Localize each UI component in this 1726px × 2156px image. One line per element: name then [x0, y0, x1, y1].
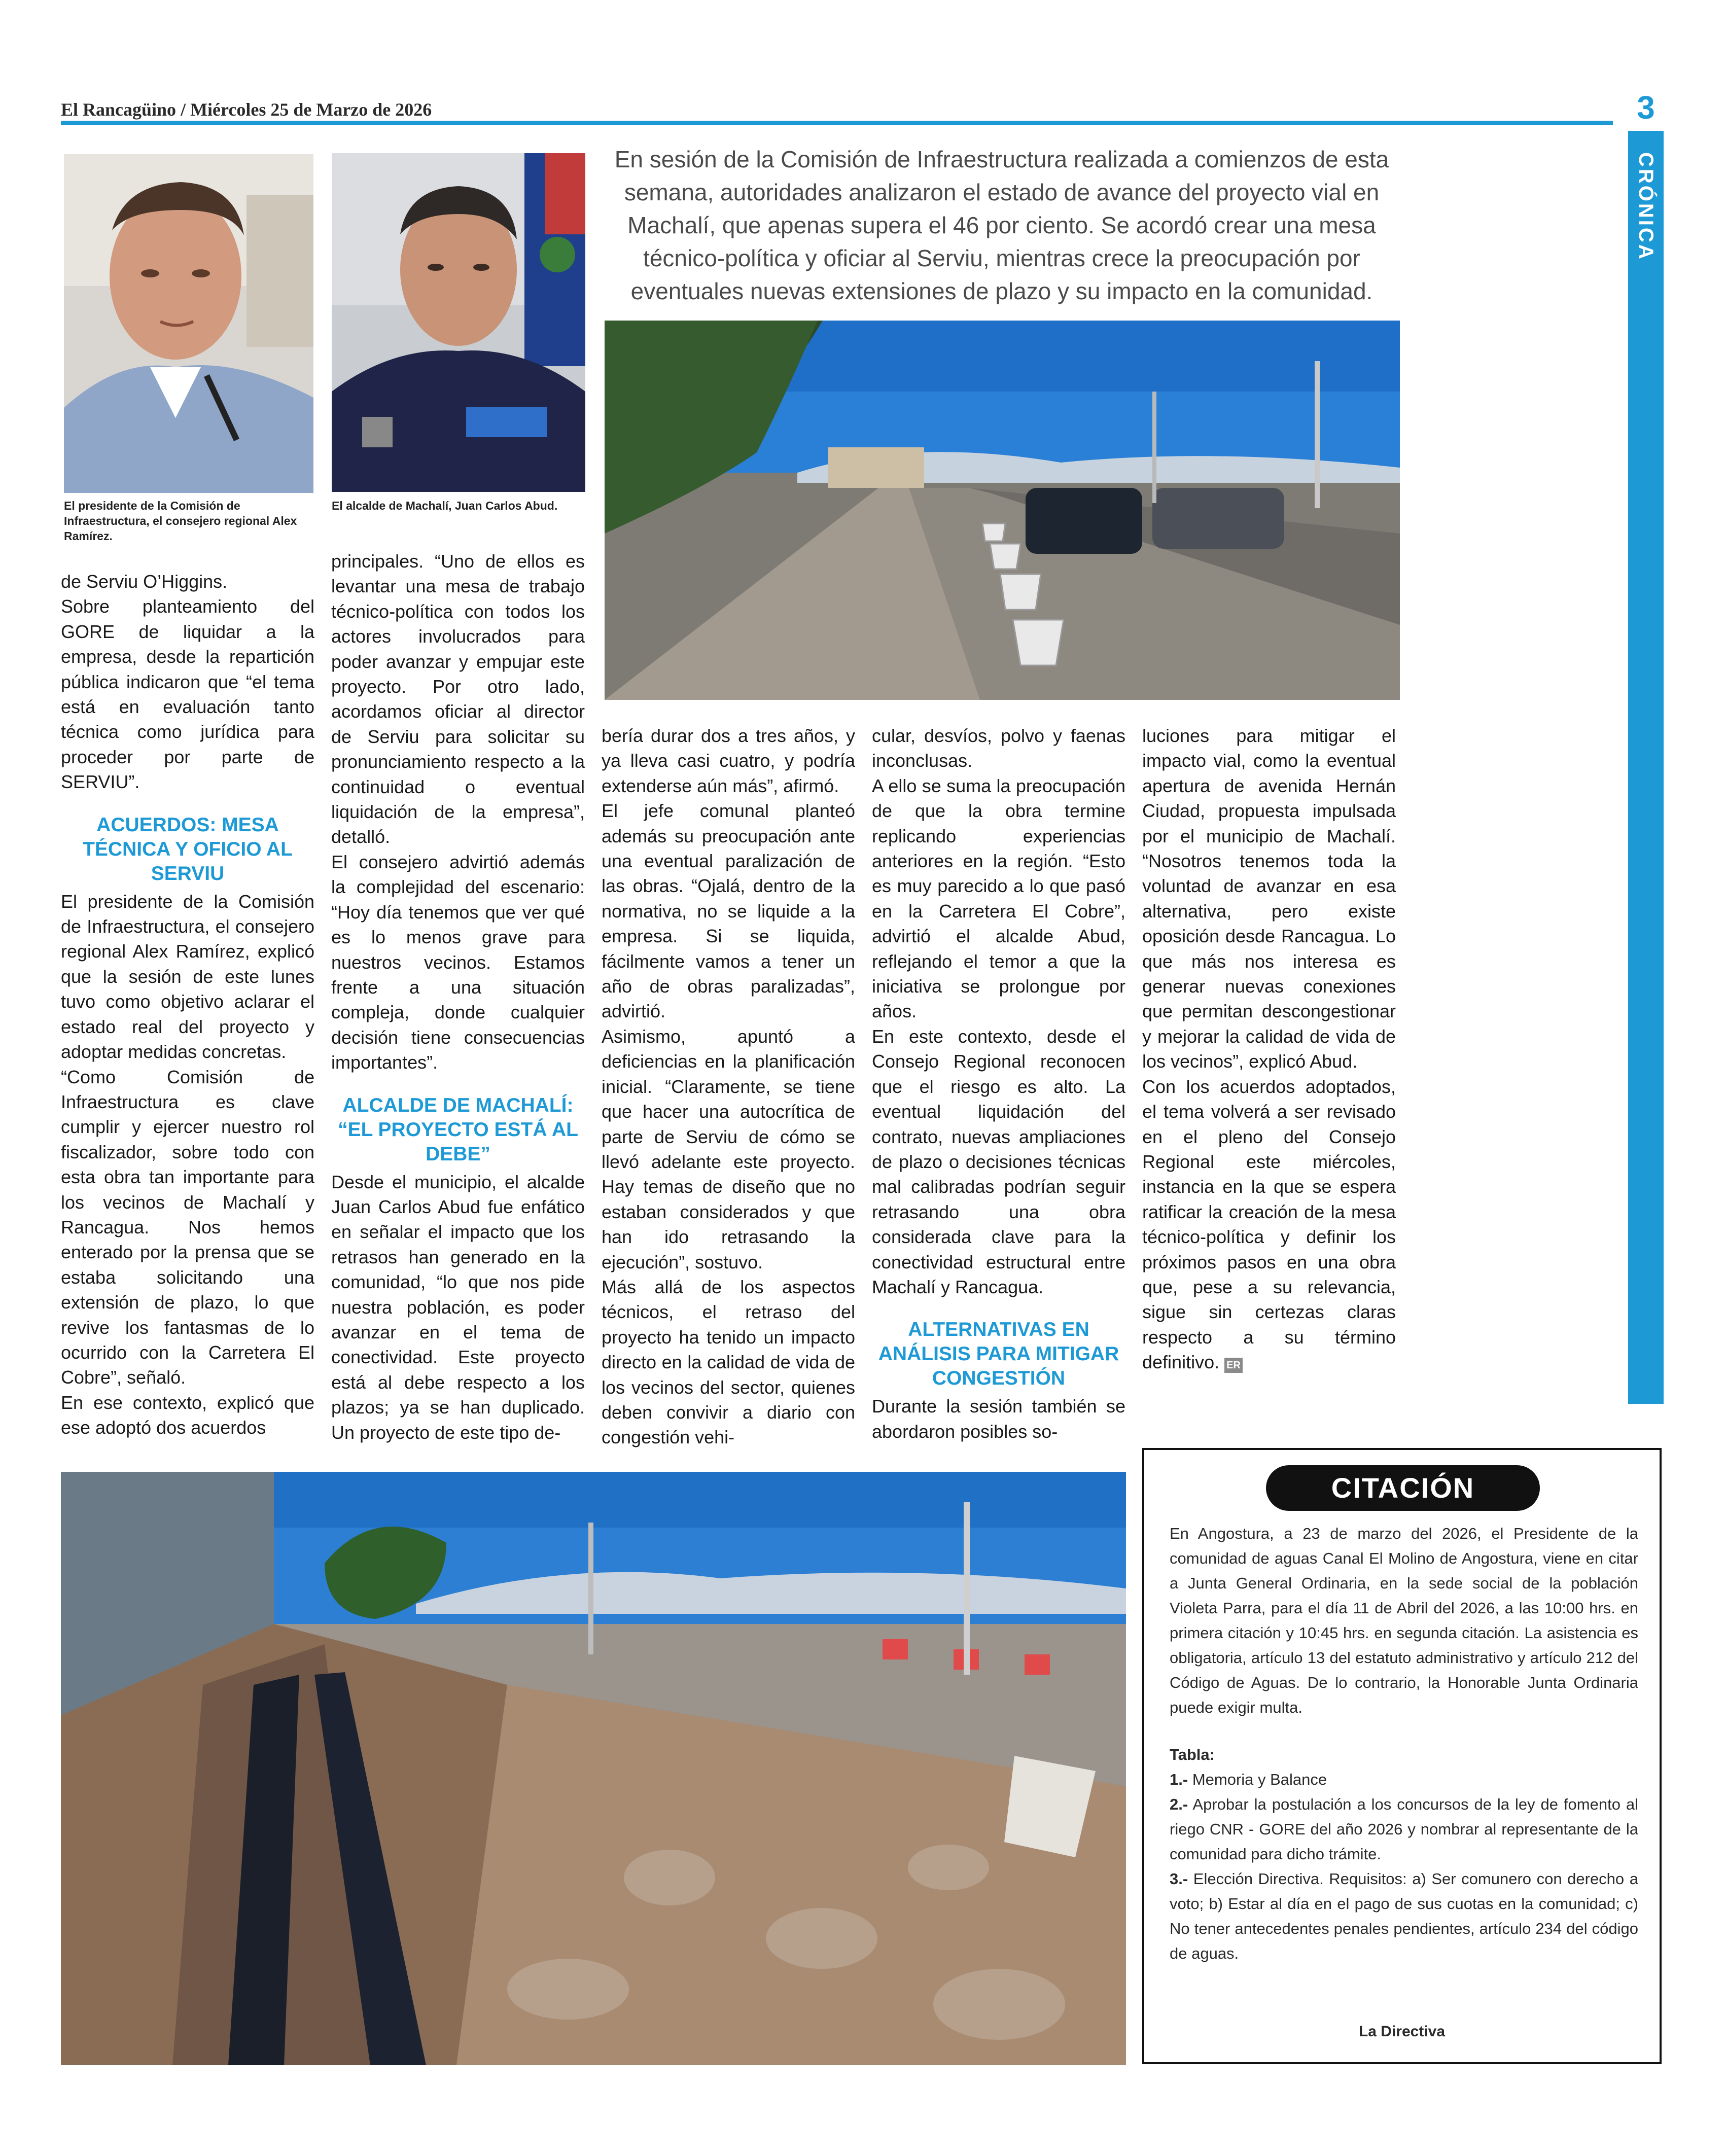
col4-paragraph: A ello se suma la preocupación de que la obra termine replicando experiencias anteriores en la región. “Esto es muy parecido a lo que pasó en la Carretera El Cobre”, advirtió el alcalde Abud, reflejando el temor a que la iniciativa se prolongue por años. [872, 775, 1125, 1022]
citacion-notice [1142, 1448, 1662, 2064]
citacion-text: En Angostura, a 23 de marzo del 2026, el Presidente de la comunidad de aguas Canal El Molino de Angostura, viene en citar a Junta General Ordinaria, en la sede social de la población Violeta Parra, para el día 11 de Abril del 2026, a las 10:00 hrs. en primera citación y 10:45 hrs. en segunda citación. La asistencia es obligatoria, artículo 13 del estatuto administrativo y artículo 212 del Código de Aguas. De lo contrario, la Honorable Junta Ordinaria puede exigir multa. [1170, 1525, 1638, 1716]
col2-paragraph: Desde el municipio, el alcalde Juan Carlos Abud fue enfático en señalar el impacto que los retrasos han generado en la comunidad, “lo que nos pide nuestra población, es poder avanzar en el tema de conectividad. Este proyecto está al debe respecto a los plazos; ya se han duplicado. Un proyecto de este tipo de- [331, 1171, 585, 1443]
citacion-item [1170, 1866, 1638, 1966]
section-label: CRÓNICA [1635, 152, 1657, 261]
citacion-body [1170, 1521, 1638, 1966]
citacion-title: CITACIÓN [1266, 1465, 1540, 1511]
col5-paragraph: luciones para mitigar el impacto vial, como la eventual apertura de avenida Hernán Ciudad, propuesta impulsada por el municipio de Machalí. “Nosotros tenemos toda la voluntad de avanzar en esa alternativa, pero existe oposición desde Rancagua. Lo que más nos interesa es generar nuevas conexiones que permitan descongestionar y mejorar la calidad de vida de los vecinos”, explicó Abud. [1142, 725, 1396, 1072]
col4-paragraph: cular, desvíos, polvo y faenas inconclusas. [872, 725, 1125, 771]
photo-pipe-trench [61, 1472, 1126, 2065]
article-column-4 [872, 723, 1125, 1454]
section-bar [1628, 131, 1664, 1404]
col5-paragraph [1142, 1074, 1396, 1375]
photo-juan-carlos-abud [332, 153, 585, 492]
page-header [61, 94, 432, 125]
citacion-item-text: Elección Directiva. Requisitos: a) Ser comunero con derecho a voto; b) Estar al día en el pago de sus cuotas en la comunidad; c) No tener antecedentes penales pendientes, artículo 234 del código de aguas. [1170, 1870, 1638, 1962]
col3-paragraph: bería durar dos a tres años, y ya lleva casi cuatro, y podría extenderse aún más”, afirmó. [602, 725, 855, 796]
publication-date: Miércoles 25 de Marzo de 2026 [190, 99, 432, 120]
citacion-item-text: Memoria y Balance [1192, 1771, 1327, 1788]
citacion-signature: La Directiva [1358, 2023, 1446, 2040]
col1-paragraph: El presidente de la Comisión de Infraestructura, el consejero regional Alex Ramírez, explicó que la sesión de este lunes tuvo como objetivo aclarar el estado real del proyecto y adoptar medidas concretas. [61, 891, 314, 1063]
col2-paragraph: principales. “Uno de ellos es levantar una mesa de trabajo técnico-política con todos los actores involucrados para poder avanzar y empujar este proyecto. Por otro lado, acordamos oficiar al director de Serviu para solicitar su pronunciamiento respecto a la continuidad o eventual liquidación de la empresa”, detalló. [331, 551, 585, 847]
col3-paragraph: Asimismo, apuntó a deficiencias en la planificación inicial. “Claramente, se tiene que hacer una autocrítica de parte de Serviu de cómo se llevó adelante este proyecto. Hay temas de diseño que no estaban considerados y que han ido retrasando la ejecución”, sostuvo. [602, 1026, 855, 1273]
page-number: 3 [1637, 89, 1655, 126]
col5-closing-text: Con los acuerdos adoptados, el tema volverá a ser revisado en el pleno del Consejo Regional este miércoles, instancia en la que se espera ratificar la creación de la mesa técnico-política y definir los próximos pasos en una obra que, pese a su relevancia, sigue sin certezas claras respecto a su término definitivo. [1142, 1076, 1396, 1373]
col1-paragraph: “Como Comisión de Infraestructura es clave cumplir y ejercer nuestro rol fiscalizador, sobre todo con esta obra tan importante para los vecinos de Machalí y Rancagua. Nos hemos enterado por la prensa que se estaba solicitando una extensión de plazo, lo que revive los fantasmas de lo ocurrido con la Carretera El Cobre”, señaló. [61, 1066, 314, 1388]
col1-paragraph: de Serviu O’Higgins. [61, 571, 228, 592]
citacion-tabla-label: Tabla: [1170, 1746, 1215, 1763]
subhead-acuerdos: ACUERDOS: MESA TÉCNICA Y OFICIO AL SERVIU [83, 814, 293, 885]
caption-juan-carlos-abud: El alcalde de Machalí, Juan Carlos Abud. [332, 499, 558, 512]
col3-paragraph: Más allá de los aspectos técnicos, el retraso del proyecto ha tenido un impacto directo en la calidad de vida de los vecinos del sector, quienes deben convivir a diario con congestión vehi- [602, 1276, 855, 1448]
citacion-item [1170, 1767, 1638, 1792]
header-separator: / [176, 99, 191, 120]
photo-alex-ramirez [64, 154, 313, 493]
citacion-item-number: 2.- [1170, 1795, 1188, 1813]
end-mark-icon: ER [1224, 1358, 1243, 1373]
article-column-2 [331, 549, 585, 1454]
photo-road-works [605, 321, 1400, 700]
citacion-item [1170, 1792, 1638, 1866]
article-column-1 [61, 569, 314, 1454]
caption-alex-ramirez: El presidente de la Comisión de Infraestructura, el consejero regional Alex Ramírez. [64, 499, 297, 543]
publication-name: El Rancagüino [61, 99, 177, 120]
citacion-item-number: 1.- [1170, 1771, 1188, 1788]
citacion-item-text: Aprobar la postulación a los concursos de la ley de fomento al riego CNR - GORE del año 2026 y nombrar al representante de la comunidad para dicho trámite. [1170, 1795, 1639, 1863]
subhead-alcalde: ALCALDE DE MACHALÍ: “EL PROYECTO ESTÁ AL DEBE” [338, 1094, 578, 1165]
article-column-3 [602, 723, 855, 1454]
col4-paragraph: Durante la sesión también se abordaron posibles so- [872, 1396, 1125, 1442]
col2-paragraph: El consejero advirtió además la complejidad del escenario: “Hoy día tenemos que ver qué es lo menos grave para nuestros vecinos. Estamos frente a una situación compleja, donde cualquier decisión tiene consecuencias importantes”. [331, 851, 585, 1073]
article-column-5 [1142, 723, 1396, 1413]
col4-paragraph: En este contexto, desde el Consejo Regional reconocen que el riesgo es alto. La eventual liquidación del contrato, nuevas ampliaciones de plazo o decisiones técnicas mal calibradas podrían seguir retrasando una obra considerada clave para la conectividad estructural entre Machalí y Rancagua. [872, 1026, 1125, 1297]
header-rule [61, 121, 1613, 125]
citacion-item-number: 3.- [1170, 1870, 1188, 1888]
subhead-alternativas: ALTERNATIVAS EN ANÁLISIS PARA MITIGAR CONGESTIÓN [878, 1319, 1119, 1390]
col1-paragraph: Sobre planteamiento del GORE de liquidar a la empresa, desde la repartición pública indicaron que “el tema está en evaluación tanto técnica como jurídica para proceder por parte de SERVIU”. [61, 596, 314, 793]
col3-paragraph: El jefe comunal planteó además su preocupación ante una eventual paralización de las obras. “Ojalá, dentro de la normativa, no se liquide a la empresa. Si se liquida, fácilmente vamos a tener un año de obras paralizadas”, advirtió. [602, 800, 855, 1022]
article-lead: En sesión de la Comisión de Infraestructura realizada a comienzos de esta semana, autoridades analizaron el estado de avance del proyecto vial en Machalí, que apenas supera el 46 por ciento. Se acordó crear una mesa técnico-política y oficiar al Serviu, mientras crece la preocupación por eventuales nuevas extensiones de plazo y su impacto en la comunidad. [614, 146, 1389, 304]
col1-paragraph: En ese contexto, explicó que ese adoptó dos acuerdos [61, 1392, 314, 1438]
